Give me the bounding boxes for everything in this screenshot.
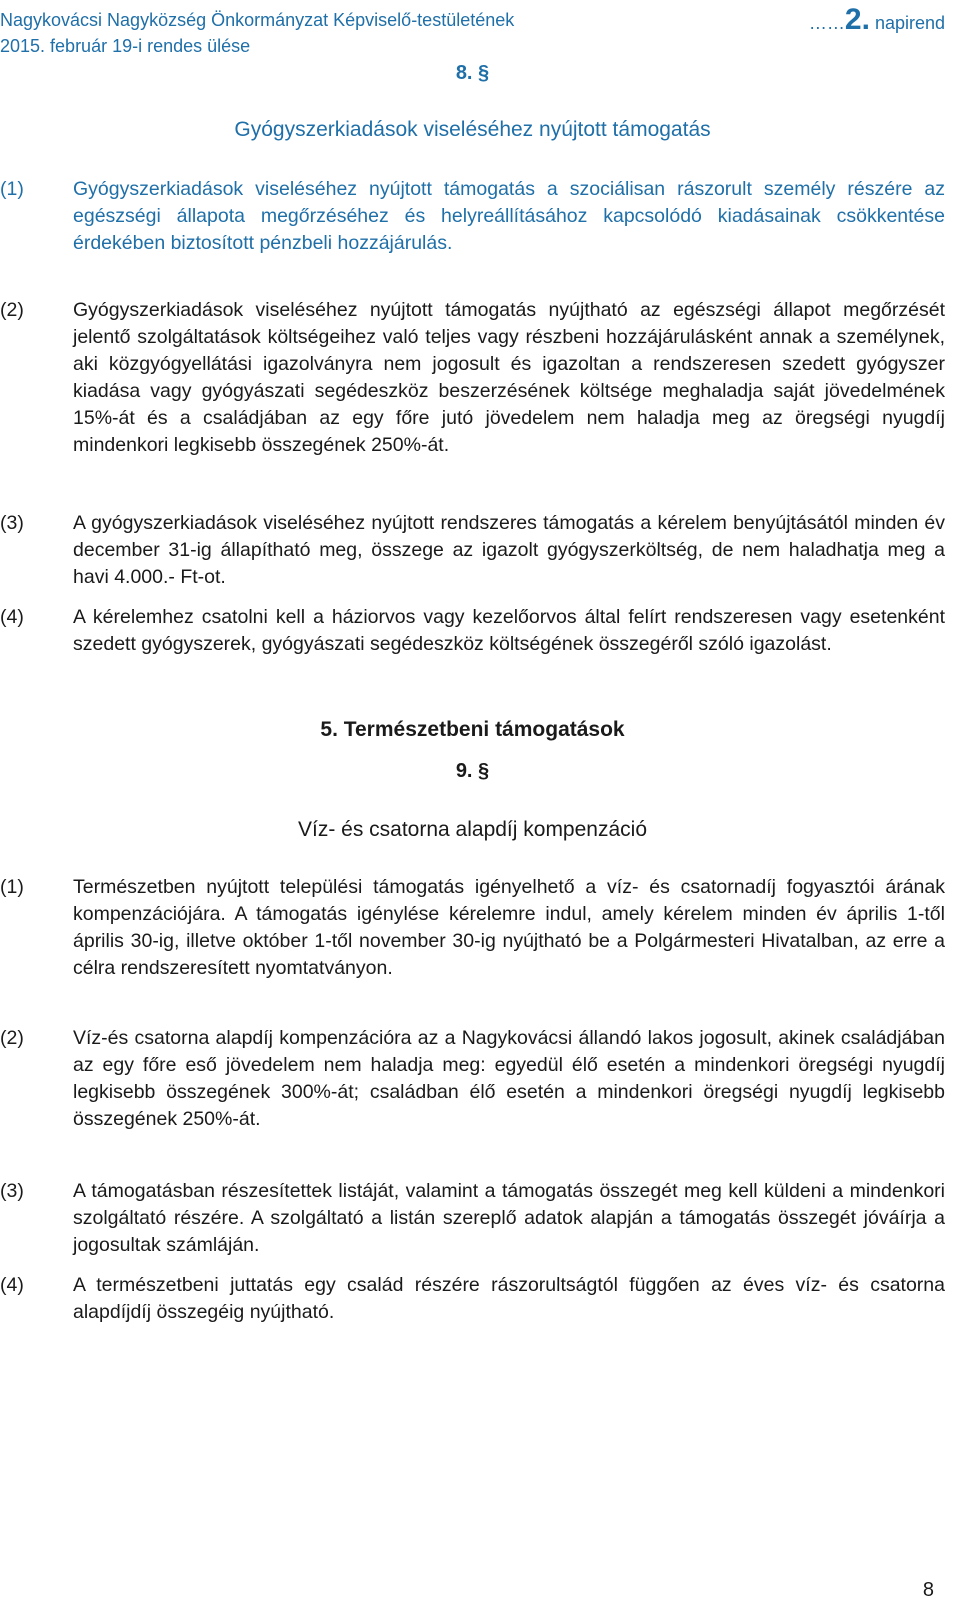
section-9-paragraph-3 [0,1178,945,1259]
section-8-title: Gyógyszerkiadások viseléséhez nyújtott támogatás [234,118,711,141]
section-8-paragraph-3 [0,510,945,591]
chapter-5-title: 5. Természetbeni támogatások [320,718,625,741]
section-9-paragraph-2 [0,1025,945,1133]
agenda-item-number: 2. [844,3,870,36]
section-9-number: 9. § [455,760,490,782]
header-org: Nagykovácsi Nagyközség Önkormányzat Képviselő-testületének [0,10,515,30]
section-8-paragraph-1 [0,176,945,257]
paragraph-text: A gyógyszerkiadások viseléséhez nyújtott rendszeres támogatás a kérelem benyújtásától minden év december 31-ig állapítható meg, összege az igazolt gyógyszerköltség, de nem haladhatja meg a havi 4.000.- Ft-ot. [73,512,945,588]
page-header [0,3,945,60]
paragraph-number: (3) [0,512,24,534]
paragraph-text: Természetben nyújtott települési támogatás igényelhető a víz- és csatornadíj fogyasztói árának kompenzációjára. A támogatás igénylése kérelemre indul, amely kérelem minden év április 1-től április 30-ig, illetve október 1-től november 30-ig nyújtható be a Polgármesteri Hivatalban, az erre a célra rendszeresített nyomtatványon. [73,876,945,979]
section-8-paragraph-4 [0,604,945,658]
paragraph-number: (1) [0,876,24,898]
section-9-paragraph-4 [0,1272,945,1326]
agenda-item-label [808,3,945,36]
header-dots: …… [808,13,845,33]
paragraph-text: Gyógyszerkiadások viseléséhez nyújtott támogatás nyújtható az egészségi állapot megőrzését jelentő szolgáltatások költségeihez való teljes vagy részbeni hozzájárulásként annak a személynek, aki közgyógyellátási igazolványra nem jogosult és igazoltan a rendszeresen szedett gyógyszer kiadása vagy gyógyászati segédeszköz beszerzésének költsége meghaladja saját jövedelmének 15%-át és a családjában az egy főre jutó jövedelem nem haladja meg az öregségi nyugdíj mindenkori legkisebb összegének 250%-át. [73,299,945,456]
paragraph-text: Gyógyszerkiadások viseléséhez nyújtott támogatás a szociálisan rászorult személy részére az egészségi állapota megőrzéséhez és helyreállításához kapcsolódó kiadásainak csökkentése érdekében biztosított pénzbeli hozzájárulás. [73,178,945,254]
header-session: 2015. február 19-i rendes ülése [0,36,251,56]
paragraph-number: (2) [0,1027,24,1049]
section-8-number: 8. § [455,62,490,84]
paragraph-text: A támogatásban részesítettek listáját, valamint a támogatás összegét meg kell küldeni a mindenkori szolgáltató részére. A szolgáltató a listán szereplő adatok alapján a támogatás összegét jóváírja a jogosultak számláján. [73,1180,945,1256]
section-9-title: Víz- és csatorna alapdíj kompenzáció [297,818,647,841]
paragraph-text: A természetbeni juttatás egy család részére rászorultságtól függően az éves víz- és csatorna alapdíjdíj összegéig nyújtható. [73,1274,945,1323]
section-8-paragraph-2 [0,297,945,459]
paragraph-text: A kérelemhez csatolni kell a háziorvos vagy kezelőorvos által felírt rendszeresen vagy esetenként szedett gyógyszerek, gyógyászati segédeszköz költségének összegéről szóló igazolást. [73,606,945,655]
paragraph-number: (4) [0,1274,24,1296]
paragraph-number: (2) [0,299,24,321]
paragraph-text: Víz-és csatorna alapdíj kompenzációra az a Nagykovácsi állandó lakos jogosult, akinek családjában az egy főre eső jövedelem nem haladja meg: egyedül élő esetén a mindenkori öregségi nyugdíj legkisebb összegének 300%-át; családban élő esetén a mindenkori öregségi nyugdíj legkisebb összegének 250%-át. [73,1027,945,1130]
section-9-paragraph-1 [0,874,945,982]
paragraph-number: (4) [0,606,24,628]
agenda-item-word: napirend [874,13,945,33]
paragraph-number: (3) [0,1180,24,1202]
page-number: 8 [922,1579,934,1601]
paragraph-number: (1) [0,178,24,200]
